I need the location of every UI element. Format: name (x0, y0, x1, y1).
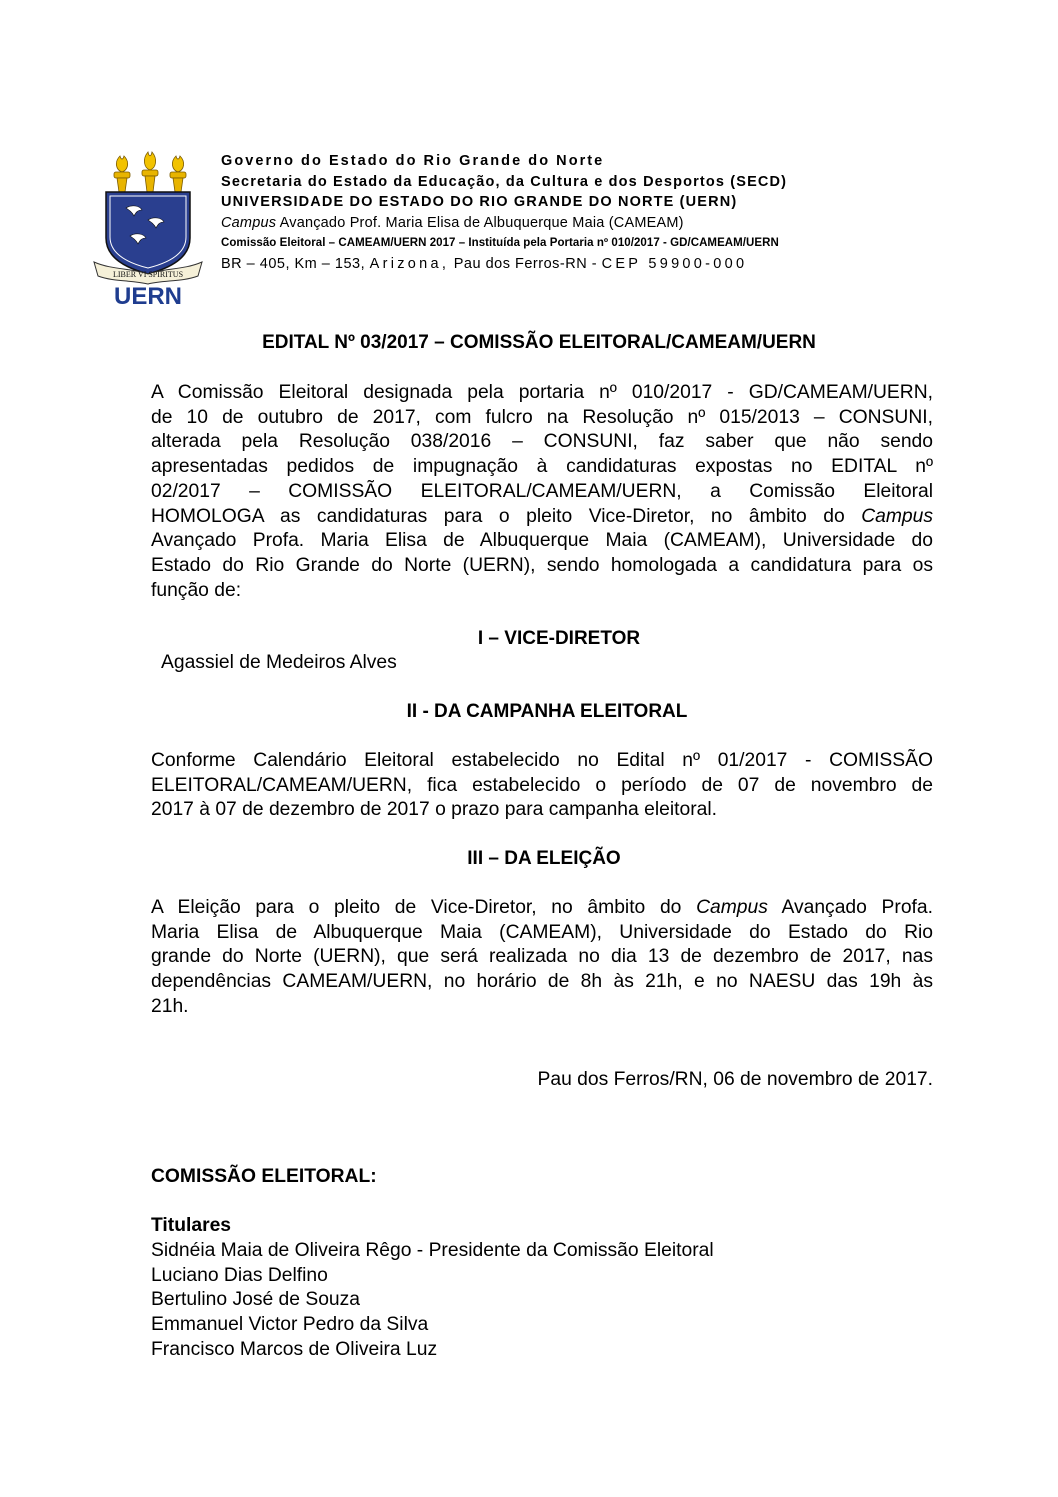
svg-text:UERN: UERN (113, 283, 183, 305)
letterhead-address (221, 254, 1011, 275)
eleicao-line: dependências CAMEAM/UERN, no horário de 8h às 21h, e no NAESU das 19h às (151, 971, 933, 993)
intro-line: função de: (151, 579, 242, 601)
letterhead-campus-rest: Avançado Prof. Maria Elisa de Albuquerque Maia (CAMEAM) (276, 214, 684, 231)
section-campanha-heading: II - DA CAMPANHA ELEITORAL (406, 701, 688, 722)
intro-paragraph (151, 381, 933, 603)
campanha-line: ELEITORAL/CAMEAM/UERN, fica estabelecido o período de 07 de novembro de (151, 774, 933, 796)
letterhead-government: Governo do Estado do Rio Grande do Norte (221, 153, 605, 169)
date-place: Pau dos Ferros/RN, 06 de novembro de 2017. (537, 1069, 933, 1090)
intro-campus-italic: Campus (861, 505, 933, 527)
section-eleicao-heading: III – DA ELEIÇÃO (467, 848, 621, 869)
address-cep: CEP 59900-000 (601, 255, 748, 272)
section-vice-diretor-heading: I – VICE-DIRETOR (477, 628, 641, 649)
intro-line (151, 505, 933, 530)
eleicao-line: 21h. (151, 995, 189, 1017)
eleicao-line: grande do Norte (UERN), que será realizada no dia 13 de dezembro de 2017, nas (151, 946, 933, 968)
commission-member: Francisco Marcos de Oliveira Luz (151, 1338, 438, 1360)
intro-line: Avançado Profa. Maria Elisa de Albuquerque Maia (CAMEAM), Universidade do (151, 530, 933, 552)
commission-members-list (151, 1239, 714, 1363)
address-city: Pau dos Ferros-RN - (449, 255, 602, 272)
intro-line: Estado do Rio Grande do Norte (UERN), sendo homologada a candidatura para os (151, 554, 933, 576)
uern-logo (92, 150, 204, 305)
intro-line: de 10 de outubro de 2017, com fulcro na Resolução nº 015/2013 – CONSUNI, (151, 406, 933, 428)
intro-line: apresentadas pedidos de impugnação à candidaturas expostas no EDITAL nº (151, 456, 933, 478)
uern-crest-icon (92, 150, 204, 305)
letterhead-commission: Comissão Eleitoral – CAMEAM/UERN 2017 – Instituída pela Portaria nº 010/2017 - GD/CAMEAM/UERN (221, 237, 779, 249)
eleicao-line (151, 896, 933, 921)
commission-member: Emmanuel Victor Pedro da Silva (151, 1314, 429, 1336)
letterhead-campus-italic: Campus (221, 214, 277, 231)
address-road: BR – 405, Km – 153, (221, 255, 370, 272)
commission-member: Bertulino José de Souza (151, 1289, 361, 1311)
campanha-line: 2017 à 07 de dezembro de 2017 o prazo para campanha eleitoral. (151, 799, 717, 821)
campanha-paragraph (151, 749, 933, 823)
edital-title: EDITAL Nº 03/2017 – COMISSÃO ELEITORAL/CAMEAM/UERN (262, 332, 816, 353)
intro-line: alterada pela Resolução 038/2016 – CONSUNI, faz saber que não sendo (151, 431, 933, 453)
commission-titulares-heading: Titulares (151, 1215, 232, 1236)
eleicao-line: Maria Elisa de Albuquerque Maia (CAMEAM), Universidade do Estado do Rio (151, 921, 933, 943)
campanha-line: Conforme Calendário Eleitoral estabelecido no Edital nº 01/2017 - COMISSÃO (151, 750, 933, 771)
letterhead-secretariat: Secretaria do Estado da Educação, da Cultura e dos Desportos (SECD) (221, 173, 788, 190)
letterhead-university: UNIVERSIDADE DO ESTADO DO RIO GRANDE DO NORTE (UERN) (221, 194, 738, 210)
commission-member: Luciano Dias Delfino (151, 1264, 328, 1286)
commission-heading: COMISSÃO ELEITORAL: (151, 1166, 377, 1187)
address-district: Arizona, (369, 255, 450, 272)
eleicao-campus-italic: Campus (696, 897, 768, 918)
candidate-name: Agassiel de Medeiros Alves (161, 652, 397, 673)
intro-line: 02/2017 – COMISSÃO ELEITORAL/CAMEAM/UERN, a Comissão Eleitoral (151, 480, 933, 502)
commission-member: Sidnéia Maia de Oliveira Rêgo - Presidente da Comissão Eleitoral (151, 1240, 714, 1261)
letterhead-campus (221, 213, 1011, 234)
eleicao-paragraph (151, 896, 933, 1020)
intro-line: A Comissão Eleitoral designada pela portaria nº 010/2017 - GD/CAMEAM/UERN, (151, 382, 933, 403)
letterhead (221, 151, 1011, 274)
eleicao-line-text: A Eleição para o pleito de Vice-Diretor, no âmbito do (151, 897, 697, 918)
eleicao-line-text: Avançado Profa. (767, 897, 933, 918)
svg-text:LIBER VI SPIRITUS: LIBER VI SPIRITUS (112, 270, 184, 279)
intro-line-text: HOMOLOGA as candidaturas para o pleito Vice-Diretor, no âmbito do (151, 505, 862, 527)
